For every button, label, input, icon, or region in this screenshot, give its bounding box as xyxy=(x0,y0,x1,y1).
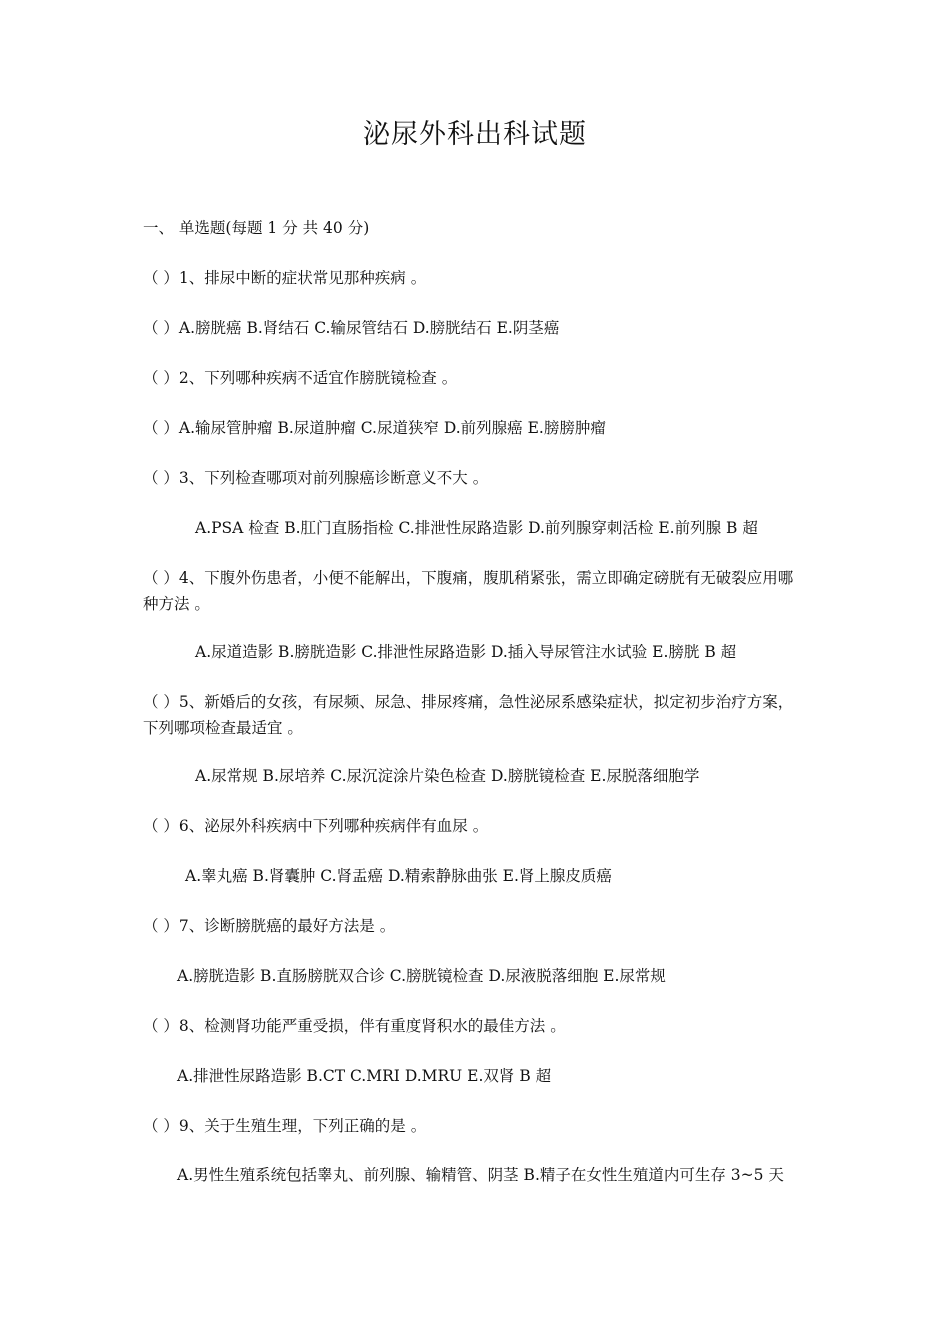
section-heading: 一、 单选题(每题 1 分 共 40 分) xyxy=(143,219,370,237)
question-9: （ ）9、关于生殖生理，下列正确的是 。 xyxy=(143,1117,427,1135)
question-2: （ ）2、下列哪种疾病不适宜作膀胱镜检查 。 xyxy=(143,369,458,387)
question-4: （ ）4、下腹外伤患者，小便不能解出，下腹痛，腹肌稍紧张，需立即确定磅胱有无破裂应用哪种方法 。 xyxy=(143,569,794,613)
question-9-options: A.男性生殖系统包括睾丸、前列腺、输精管、阴茎 B.精子在女性生殖道内可生存 3~5 天 xyxy=(177,1166,784,1184)
question-5-options: A.尿常规 B.尿培养 C.尿沉淀涂片染色检查 D.膀胱镜检查 E.尿脱落细胞学 xyxy=(195,767,700,785)
question-6: （ ）6、泌尿外科疾病中下列哪种疾病伴有血尿 。 xyxy=(143,817,489,835)
question-3: （ ）3、下列检查哪项对前列腺癌诊断意义不大 。 xyxy=(143,469,489,487)
question-2-options: （ ）A.输尿管肿瘤 B.尿道肿瘤 C.尿道狭窄 D.前列腺癌 E.膀膀肿瘤 xyxy=(143,419,606,437)
page-title: 泌尿外科出科试题 xyxy=(363,119,587,150)
question-1: （ ）1、排尿中断的症状常见那种疾病 。 xyxy=(143,269,427,287)
question-8: （ ）8、检测肾功能严重受损，伴有重度肾积水的最佳方法 。 xyxy=(143,1017,566,1035)
question-1-options: （ ）A.膀胱癌 B.肾结石 C.输尿管结石 D.膀胱结石 E.阴茎癌 xyxy=(143,319,560,337)
question-5: （ ）5、新婚后的女孩，有尿频、尿急、排尿疼痛，急性泌尿系感染症状，拟定初步治疗方案，下列哪项检查最适宜 。 xyxy=(143,693,794,737)
question-7-options: A.膀胱造影 B.直肠膀胱双合诊 C.膀胱镜检查 D.尿液脱落细胞 E.尿常规 xyxy=(177,967,666,985)
question-3-options: A.PSA 检查 B.肛门直肠指检 C.排泄性尿路造影 D.前列腺穿刺活检 E.前列腺 B 超 xyxy=(195,519,758,537)
question-8-options: A.排泄性尿路造影 B.CT C.MRI D.MRU E.双肾 B 超 xyxy=(177,1067,552,1085)
question-6-options: A.睾丸癌 B.肾囊肿 C.肾盂癌 D.精索静脉曲张 E.肾上腺皮质癌 xyxy=(185,867,612,885)
question-4-options: A.尿道造影 B.膀胱造影 C.排泄性尿路造影 D.插入导尿管注水试验 E.膀胱 B 超 xyxy=(195,643,737,661)
question-7: （ ）7、诊断膀胱癌的最好方法是 。 xyxy=(143,917,396,935)
